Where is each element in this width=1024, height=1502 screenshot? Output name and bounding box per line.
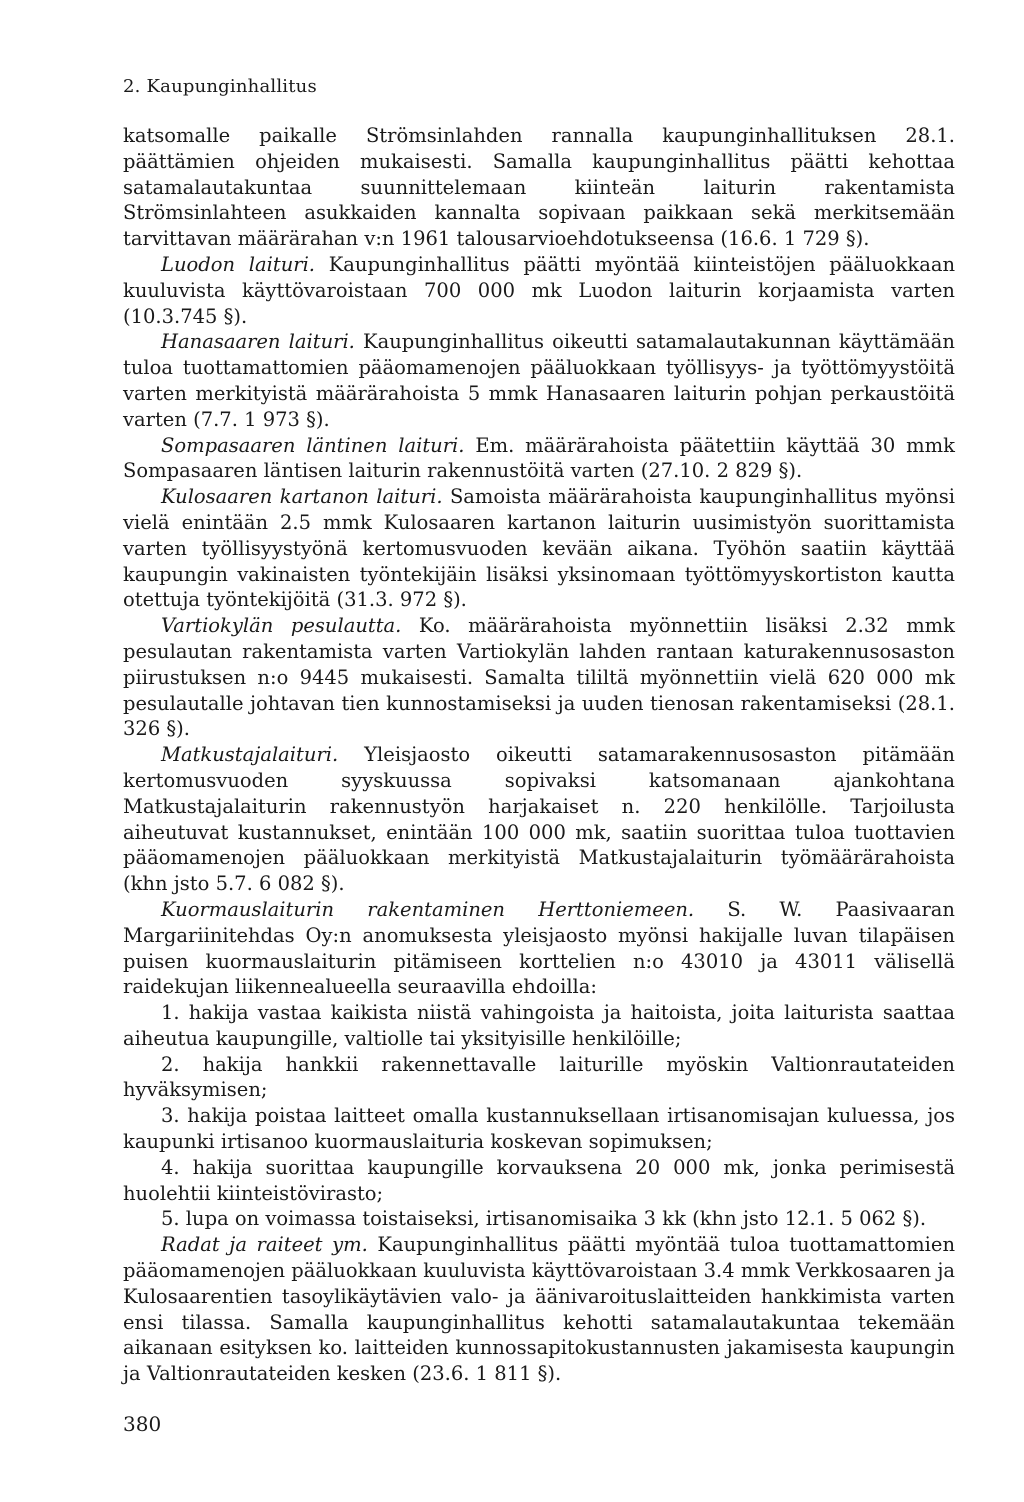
paragraph-lead: Luodon laituri. <box>161 252 316 276</box>
page-number: 380 <box>123 1412 162 1436</box>
paragraph-vartiokylan-pesulautta <box>123 613 955 742</box>
paragraph-text: Kaupunginhallitus päätti myöntää kiinteistöjen pääluokkaan kuuluvista käyttövaroistaan 700 000 mk Luodon laiturin korjaamista varten (10.3.745 §). <box>123 252 956 328</box>
paragraph-kulosaaren-laituri <box>123 484 955 613</box>
body-text <box>123 123 955 1387</box>
paragraph-text: Ko. määrärahoista myönnettiin lisäksi 2.32 mmk pesulautan rakentamista varten Vartiokylän lahden rantaan katurakennusosaston piirustuksen n:o 9445 mukaisesti. Samalta tililtä myönnettiin vielä 620 000 mk pesulautalle johtavan tien kunnostamiseksi ja uuden tienosan rakentamiseksi (28.1. 326 §). <box>123 614 955 741</box>
paragraph-text: S. W. Paasivaaran Margariinitehdas Oy:n anomuksesta yleisjaosto myönsi hakijalle luvan tilapäisen puisen kuormauslaiturin pitämiseen korttelien n:o 43010 ja 43011 välisellä raidekujan liikennealueella seuraavilla ehdoilla: <box>123 897 955 999</box>
paragraph-lead: Kuormauslaiturin rakentaminen Herttoniemeen. <box>161 897 695 921</box>
paragraph-matkustajalaituri <box>123 742 955 897</box>
condition-item: 4. hakija suorittaa kaupungille korvauksena 20 000 mk, jonka perimisestä huolehtii kiinteistövirasto; <box>123 1155 955 1205</box>
paragraph-kuormauslaituri <box>123 897 955 1000</box>
condition-item: 3. hakija poistaa laitteet omalla kustannuksellaan irtisanomisajan kuluessa, jos kaupunki irtisanoo kuormauslaituria koskevan sopimuksen; <box>123 1104 955 1154</box>
paragraph-text: Yleisjaosto oikeutti satamarakennusosaston pitämään kertomusvuoden syyskuussa sopivaksi katsomanaan ajankohtana Matkustajalaiturin rakennustyön harjakaiset n. 220 henkilölle. Tarjoilusta aiheutuvat kustannukset, enintään 100 000 mk, saatiin suorittaa tuloa tuottavien pääomamenojen pääluokkaan merkityistä Matkustajalaiturin työmäärärahoista (khn jsto 5.7. 6 082 §). <box>123 743 955 896</box>
paragraph-text: Samoista määrärahoista kaupunginhallitus myönsi vielä enintään 2.5 mmk Kulosaaren kartanon laiturin uusimistyön suorittamista varten työllisyystyönä kertomusvuoden kevään aikana. Työhön saatiin käyttää kaupungin vakinaisten työntekijäin lisäksi yksinomaan työttömyyskortiston kautta otettuja työntekijöitä (31.3. 972 §). <box>123 485 955 612</box>
paragraph-intro <box>123 123 955 252</box>
paragraph-sompasaaren-laituri <box>123 433 955 485</box>
condition-item: 1. hakija vastaa kaikista niistä vahingoista ja haitoista, joita laiturista saattaa aiheutua kaupungille, valtiolle tai yksityisille henkilöille; <box>123 1001 955 1050</box>
condition-item: 2. hakija hankkii rakennettavalle laiturille myöskin Valtionrautateiden hyväksymisen; <box>123 1052 955 1102</box>
paragraph-lead: Hanasaaren laituri. <box>161 330 355 354</box>
paragraph-text: Em. määrärahoista päätettiin käyttää 30 mmk Sompasaaren läntisen laiturin rakennustöitä varten (27.10. 2 829 §). <box>123 433 955 483</box>
paragraph-lead: Sompasaaren läntinen laituri. <box>161 433 465 457</box>
paragraph-hanasaaren-laituri <box>123 329 955 432</box>
paragraph-lead: Matkustajalaituri. <box>161 743 339 767</box>
paragraph-radat-ja-raiteet <box>123 1232 955 1387</box>
paragraph-luodon-laituri <box>123 252 955 329</box>
paragraph-text: katsomalle paikalle Strömsinlahden rannalla kaupunginhallituksen 28.1. päättämien ohjeiden mukaisesti. Samalla kaupunginhallitus päätti kehottaa satamalautakuntaa suunnittelemaan kiinteän laiturin rakentamista Strömsinlahteen asukkaiden kannalta sopivaan paikkaan sekä merkitsemään tarvittavan määrärahan v:n 1961 talousarvioehdotukseensa (16.6. 1 729 §). <box>123 124 955 251</box>
condition-item: 5. lupa on voimassa toistaiseksi, irtisanomisaika 3 kk (khn jsto 12.1. 5 062 §). <box>161 1207 927 1231</box>
running-header: 2. Kaupunginhallitus <box>123 76 317 97</box>
paragraph-lead: Radat ja raiteet ym. <box>161 1233 368 1257</box>
paragraph-lead: Kulosaaren kartanon laituri. <box>161 485 443 509</box>
paragraph-lead: Vartiokylän pesulautta. <box>161 614 402 638</box>
paragraph-text: Kaupunginhallitus oikeutti satamalautakunnan käyttämään tuloa tuottamattomien pääomamenojen pääluokkaan työllisyys- ja työttömyystöitä varten merkityistä määrärahoista 5 mmk Hanasaaren laiturin pohjan perkaustöitä varten (7.7. 1 973 §). <box>123 330 955 431</box>
paragraph-text: Kaupunginhallitus päätti myöntää tuloa tuottamattomien pääomamenojen pääluokkaan kuuluvista käyttövaroistaan 3.4 mmk Verkkosaaren ja Kulosaarentien tasoylikäytävien valo- ja äänivaroituslaitteiden hankkimista varten ensi tilassa. Samalla kaupunginhallitus kehotti satamalautakuntaa tekemään aikanaan esityksen ko. laitteiden kunnossapitokustannusten jakamisesta kaupungin ja Valtionrautateiden kesken (23.6. 1 811 §). <box>123 1233 956 1386</box>
